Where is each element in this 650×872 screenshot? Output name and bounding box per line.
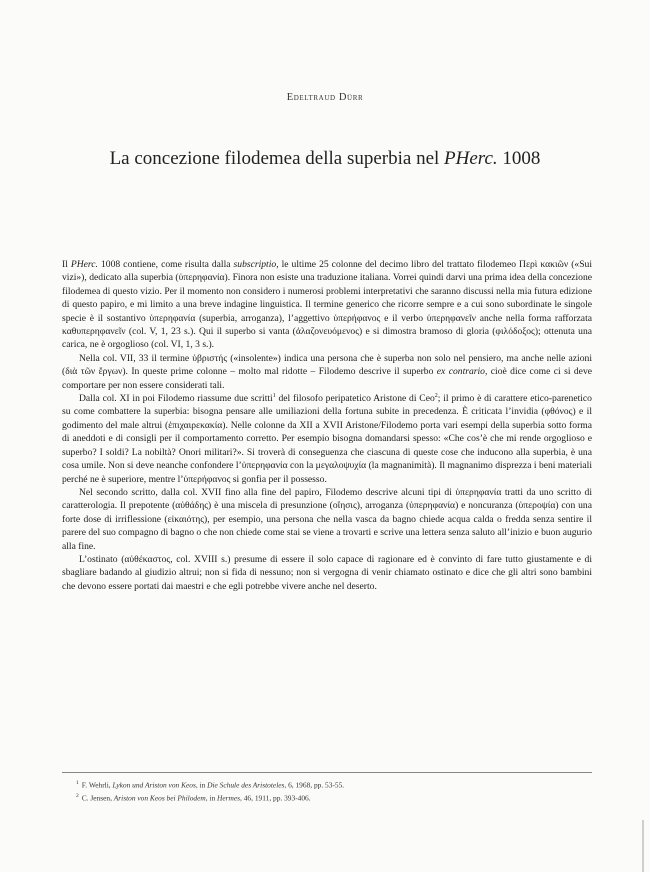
body-paragraph [62,258,592,352]
text-run: Il [62,259,71,270]
footnote-text: 46, 1911, pp. 393-406. [241,793,311,803]
footnote [76,791,592,804]
text-run: Dalla col. XI in poi Filodemo riassume due scritti [79,393,273,405]
text-run: ex contrario, [436,366,488,378]
footnote-text: 6, 1968, pp. 53-55. [286,780,345,790]
text-run: le ultime 25 colonne del decimo libro del trattato filodemeo Περὶ κακιῶν («Sui vizi»), dedicato alla superbia (ὑπερηφανία). Finora non esiste una traduzione italiana. Vorrei quindi darvi una prima idea della concezione filodemea di questo vizio. Per il momento non considero i numerosi problemi interpretativi che saranno discussi nella mia futura edizione di questo papiro, e mi limito a una breve indagine linguistica. Il termine generico che ricorre sempre e a cui sono subordinate le singole specie è il sostantivo ὑπερηφανία (superbia, arroganza), l’aggettivo ὑπερήφανος e il verbo ὑπερηφανεῖν anche nella forma rafforzata καθυπερηφανεῖν (col. V, 1, 23 s.). Qui il superbo si vanta (ἀλαζονευόμενος) e si dimostra bramoso di gloria (φιλόδοξος); ottenuta una carica, ne è orgoglioso (col. VI, 1, 3 s.). [62,259,592,351]
text-run: subscriptio, [233,259,279,270]
title-italic: PHerc. [444,148,498,169]
article-title [0,148,650,170]
footnote-number: 1 [76,780,79,786]
text-run: PHerc. [70,259,98,270]
title-number: 1008 [497,148,541,169]
footnote-text: Ariston von Keos bei Philodem, [113,793,208,803]
body-paragraph [62,392,592,486]
footnote-text: F. Wehrli, [81,780,113,790]
scan-edge [642,820,644,872]
footnote-ref: 2 [434,392,438,399]
text-run: L’ostinato (αὐθέκαστος, col. XVIII s.) presume di essere il solo capace di ragionare ed è convinto di fare tutto giustamente e di sbagliare badando al giudizio altrui; non si fida di nessuno; non si vergogna di venir chiamato ostinato e dice che gli altri sono bambini che devono essere portati dai maestri e che egli potrebbe vivere anche nel deserto. [62,553,592,592]
text-run: ; il primo è di carattere etico-parenetico su come combattere la superbia: bisogna pensare alle umiliazioni della fortuna subite in precedenza. È criticata l’invidia (φθόνος) e il godimento del male altrui (ἐπιχαιρεκακία). Nelle colonne da XII a XVII Aristone/Filodemo porta vari esempi della superbia sotto forma di aneddoti e di consigli per il comportamento corretto. Per esempio bisogna domandarsi spesso: «Che cos’è che mi rende orgoglioso e superbo? I soldi? La nobiltà? Onori militari?». Si troverà di conseguenza che ciascuna di queste cose che inducono alla superbia, è una cosa umile. Non si deve neanche confondere l’ὑπερηφανία con la μεγαλοψυχία (la magnanimità). Il magnanimo disprezza i beni materiali perché ne è superiore, mentre l’ὑπερήφανος si gonfia per il possesso. [62,393,592,485]
text-run: del filosofo peripatetico Aristone di Ceo [275,393,435,405]
footnote-text: in [197,780,208,790]
footnote-text: Hermes, [217,793,242,803]
body-paragraph [62,352,592,392]
footnote-ref: 1 [272,392,276,399]
title-main: La concezione filodemea della superbia nel [109,148,445,169]
text-run: 1008 contiene, come risulta dalla [97,259,234,270]
author-name: Edeltraud Dürr [286,92,364,103]
footnote-number: 2 [76,793,79,800]
footnotes [62,772,592,804]
text-run: cioè dice come ci si deve comportare per non essere considerati tali. [62,366,593,391]
footnote [76,778,592,791]
text-run: Nel secondo scritto, dalla col. XVII fino alla fine del papiro, Filodemo descrive alcuni tipi di ὑπερηφανία tratti da uno scritto di caratterologia. Il prepotente (αὐθάδης) è una miscela di presunzione (οἴησις), arroganza (ὑπερηφανία) e noncuranza (ὑπεροψία) con una forte dose di irriflessione (εἰκαιότης), per esempio, una persona che nella vasca da bagno chiede acqua calda o fredda senza sentire il parere del suo compagno di bagno o che non chiede come stai se viene a trovarti e scrive una lettera senza saluto all’inizio e buon augurio alla fine. [62,486,592,552]
text-run: Nella col. VII, 33 il termine ὑβριστής («insolente») indica una persona che è superba non solo nel pensiero, ma anche nelle azioni (διὰ τῶν ἔργων). In queste prime colonne – molto mal ridotte – Filodemo descrive il superbo [62,352,592,378]
body-paragraph [62,553,592,593]
article-body [62,258,592,593]
body-paragraph [62,486,592,553]
footnote-text: C. Jensen, [81,793,114,803]
footnote-text: Lykon und Ariston von Keos, [112,780,198,790]
footnote-text: in [207,793,218,803]
footnote-text: Die Schule des Aristoteles, [207,780,287,790]
